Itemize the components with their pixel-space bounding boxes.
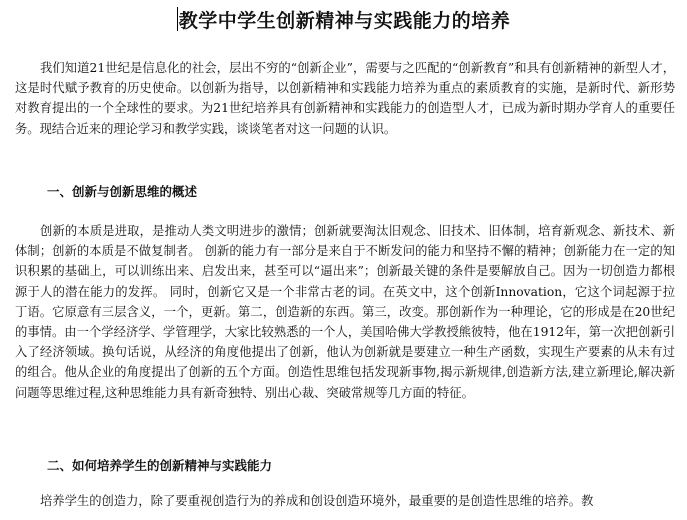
section-1-paragraph[interactable]: 创新的本质是进取，是推动人类文明进步的激情；创新就要淘汰旧观念、旧技术、旧体制，培育新观念、新技术、新体制；创新的本质是不做复制者。 创新的能力有一部分是来自于不断发问的能力和坚持不懈的精神；创新能力在一定的知识积累的基础上，可以训练出来、启发出来，甚至可以“逼出来”；创新最关键的条件是要解放自己。因为一切创造力都根源于人的潜在能力的发挥。 同时，创新它又是一个非常古老的词。在英文中，这个创新Innovation，它这个词起源于拉丁语。它原意有三层含义，一个，更新。第二，创造新的东西。第三，改变。那创新作为一种理论，它的形成是在20世纪的事情。由一个学经济学、学管理学，大家比较熟悉的一个人，美国哈佛大学教授熊彼特，他在1912年，第一次把创新引入了经济领域。换句话说，从经济的角度他提出了创新，他认为创新就是要建立一种生产函数，实现生产要素的从未有过的组合。他从企业的角度提出了创新的五个方面。创造性思维包括发现新事物,揭示新规律,创造新方法,建立新理论,解决新问题等思维过程,这种思维能力具有新奇独特、别出心裁、突破常规等几方面的特征。 — [15, 224, 675, 400]
intro-paragraph[interactable]: 我们知道21世纪是信息化的社会，层出不穷的“创新企业”，需要与之匹配的“创新教育”和具有创新精神的新型人才，这是时代赋予教育的历史使命。以创新为指导，以创新精神和实践能力培养为重点的素质教育的实施，是新时代、新形势对教育提出的一个全球性的要求。为21世纪培养具有创新精神和实践能力的创造型人才，已成为新时期办学育人的重要任务。现结合近来的理论学习和教学实践，谈谈笔者对这一问题的认识。 — [15, 61, 675, 136]
title-row — [0, 6, 687, 34]
section-2-paragraph[interactable]: 培养学生的创造力，除了要重视创造行为的养成和创设创造环境外，最重要的是创造性思维的培养。教 — [40, 494, 594, 508]
text-cursor — [177, 7, 178, 31]
section-heading-2: 二、如何培养学生的创新精神与实践能力 — [47, 458, 273, 473]
document-title: 教学中学生创新精神与实践能力的培养 — [178, 10, 511, 32]
section-heading-1: 一、创新与创新思维的概述 — [47, 184, 198, 199]
